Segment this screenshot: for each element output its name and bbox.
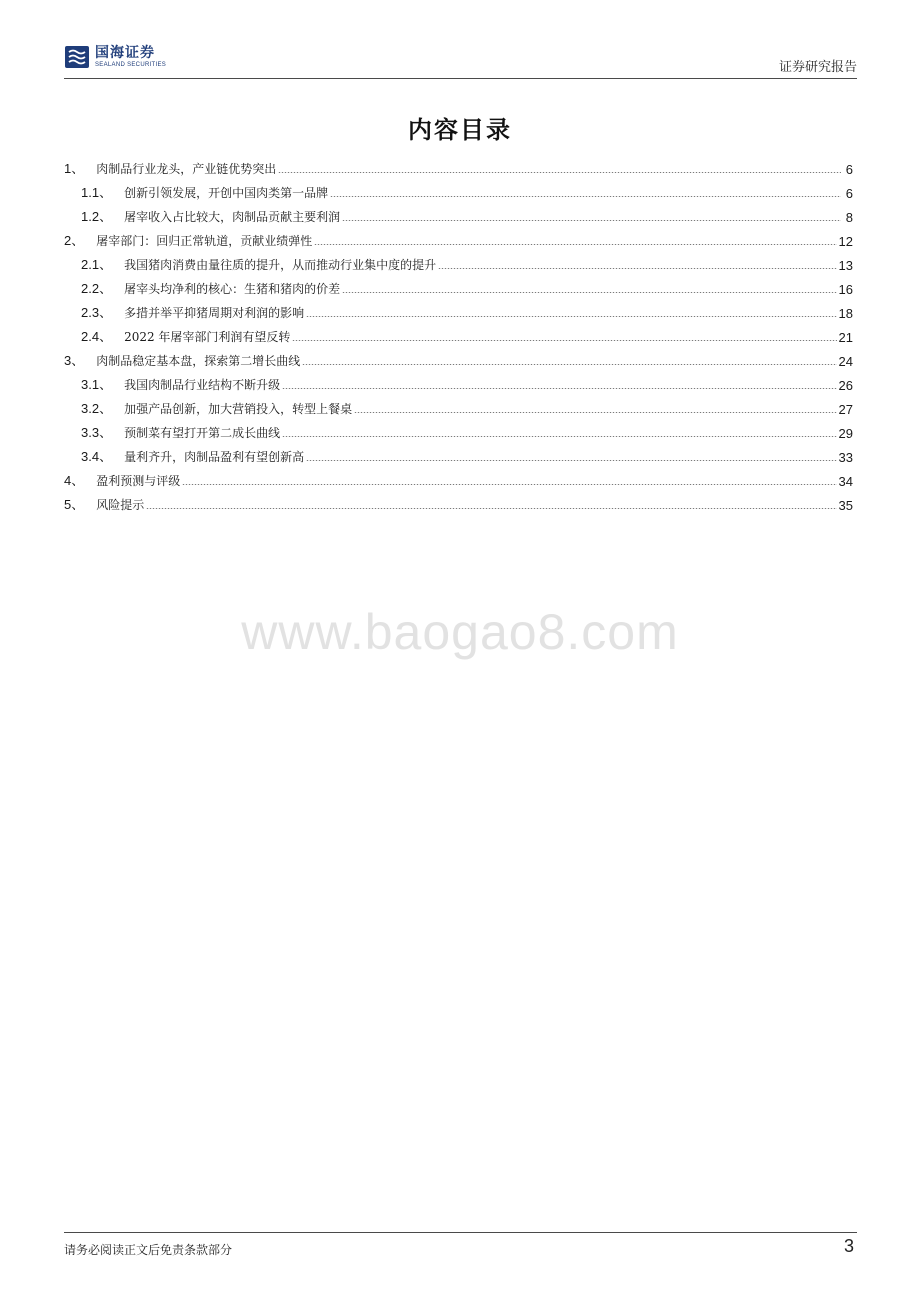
toc-entry-page: 33	[838, 450, 853, 465]
toc-entry[interactable]	[64, 489, 853, 513]
toc-entry-title: 肉制品稳定基本盘，探索第二增长曲线	[96, 354, 301, 368]
toc-entry-number: 2.2、	[81, 281, 113, 296]
toc-entry[interactable]	[64, 369, 853, 393]
table-of-contents	[64, 153, 853, 513]
toc-title: 内容目录	[408, 116, 512, 144]
toc-entry-page: 24	[838, 354, 853, 369]
toc-entry-number: 3.1、	[81, 377, 113, 392]
toc-entry[interactable]	[64, 441, 853, 465]
toc-entry-title: 预制菜有望打开第二成长曲线	[124, 426, 281, 440]
toc-dot-leader	[330, 196, 841, 197]
toc-entry-number: 3.2、	[81, 401, 113, 416]
toc-entry-number: 3、	[64, 353, 85, 368]
page-footer	[64, 1232, 857, 1257]
toc-entry[interactable]	[64, 249, 853, 273]
toc-entry-title: 盈利预测与评级	[96, 474, 181, 488]
toc-entry-number: 2、	[64, 233, 85, 248]
toc-entry-number: 4、	[64, 473, 85, 488]
toc-entry[interactable]	[64, 297, 853, 321]
toc-dot-leader	[146, 508, 836, 509]
toc-entry-number: 1.2、	[81, 209, 113, 224]
toc-entry-number: 1.1、	[81, 185, 113, 200]
disclaimer-note: 请务必阅读正文后免责条款部分	[64, 1243, 233, 1257]
toc-entry-title: 屠宰头均净利的核心：生猪和猪肉的价差	[124, 282, 341, 296]
page-number: 3	[843, 1236, 854, 1256]
toc-entry-page: 26	[838, 378, 853, 393]
toc-entry-page: 8	[845, 210, 853, 225]
toc-dot-leader	[292, 340, 836, 341]
toc-dot-leader	[282, 388, 836, 389]
toc-entry-page: 21	[838, 330, 853, 345]
toc-entry-page: 6	[845, 162, 853, 177]
toc-dot-leader	[306, 316, 836, 317]
toc-entry-number: 2.4、	[81, 329, 113, 344]
toc-entry[interactable]	[64, 177, 853, 201]
toc-entry-title: 加强产品创新，加大营销投入，转型上餐桌	[124, 402, 353, 416]
toc-entry[interactable]	[64, 393, 853, 417]
toc-dot-leader	[438, 268, 836, 269]
toc-entry-page: 6	[845, 186, 853, 201]
toc-dot-leader	[278, 172, 841, 173]
toc-entry-number: 1、	[64, 161, 85, 176]
toc-dot-leader	[306, 460, 836, 461]
toc-entry-page: 34	[838, 474, 853, 489]
toc-entry-number: 2.3、	[81, 305, 113, 320]
toc-entry-title: 屠宰部门：回归正常轨道，贡献业绩弹性	[96, 234, 313, 248]
toc-entry-page: 18	[838, 306, 853, 321]
toc-entry[interactable]	[64, 465, 853, 489]
toc-entry[interactable]	[64, 417, 853, 441]
toc-entry-number: 3.4、	[81, 449, 113, 464]
toc-entry-title: 我国肉制品行业结构不断升级	[124, 378, 281, 392]
logo-chinese-name: 国海证券	[95, 45, 155, 61]
toc-entry[interactable]	[64, 345, 853, 369]
toc-dot-leader	[182, 484, 836, 485]
toc-entry-page: 16	[838, 282, 853, 297]
toc-entry-page: 35	[838, 498, 853, 513]
toc-entry-title: 创新引领发展，开创中国肉类第一品牌	[124, 186, 329, 200]
toc-dot-leader	[282, 436, 836, 437]
toc-entry[interactable]	[64, 201, 853, 225]
toc-dot-leader	[342, 220, 841, 221]
toc-entry[interactable]	[64, 321, 853, 345]
toc-entry-page: 27	[838, 402, 853, 417]
toc-entry-page: 29	[838, 426, 853, 441]
toc-dot-leader	[354, 412, 836, 413]
toc-dot-leader	[342, 292, 836, 293]
logo-english-name: SEALAND SECURITIES	[95, 62, 167, 68]
sealand-logo-icon	[64, 44, 90, 70]
toc-entry-title: 屠宰收入占比较大，肉制品贡献主要利润	[124, 210, 341, 224]
company-logo	[64, 44, 166, 70]
toc-entry-title: 风险提示	[96, 498, 145, 512]
toc-dot-leader	[302, 364, 836, 365]
toc-entry-number: 3.3、	[81, 425, 113, 440]
toc-entry-number: 2.1、	[81, 257, 113, 272]
toc-entry[interactable]	[64, 273, 853, 297]
report-type-label: 证券研究报告	[778, 60, 857, 75]
toc-entry-title: 多措并举平抑猪周期对利润的影响	[124, 306, 305, 320]
page-header	[64, 44, 857, 79]
toc-dot-leader	[314, 244, 836, 245]
toc-entry[interactable]	[64, 225, 853, 249]
toc-entry[interactable]	[64, 153, 853, 177]
toc-entry-title: 量利齐升，肉制品盈利有望创新高	[124, 450, 305, 464]
toc-entry-title: 肉制品行业龙头，产业链优势突出	[96, 162, 277, 176]
toc-entry-page: 12	[838, 234, 853, 249]
toc-entry-page: 13	[838, 258, 853, 273]
toc-entry-number: 5、	[64, 497, 85, 512]
toc-entry-title: 我国猪肉消费由量往质的提升，从而推动行业集中度的提升	[124, 258, 437, 272]
watermark: www.baogao8.com	[241, 604, 679, 660]
toc-entry-title: 2022 年屠宰部门利润有望反转	[124, 330, 291, 344]
